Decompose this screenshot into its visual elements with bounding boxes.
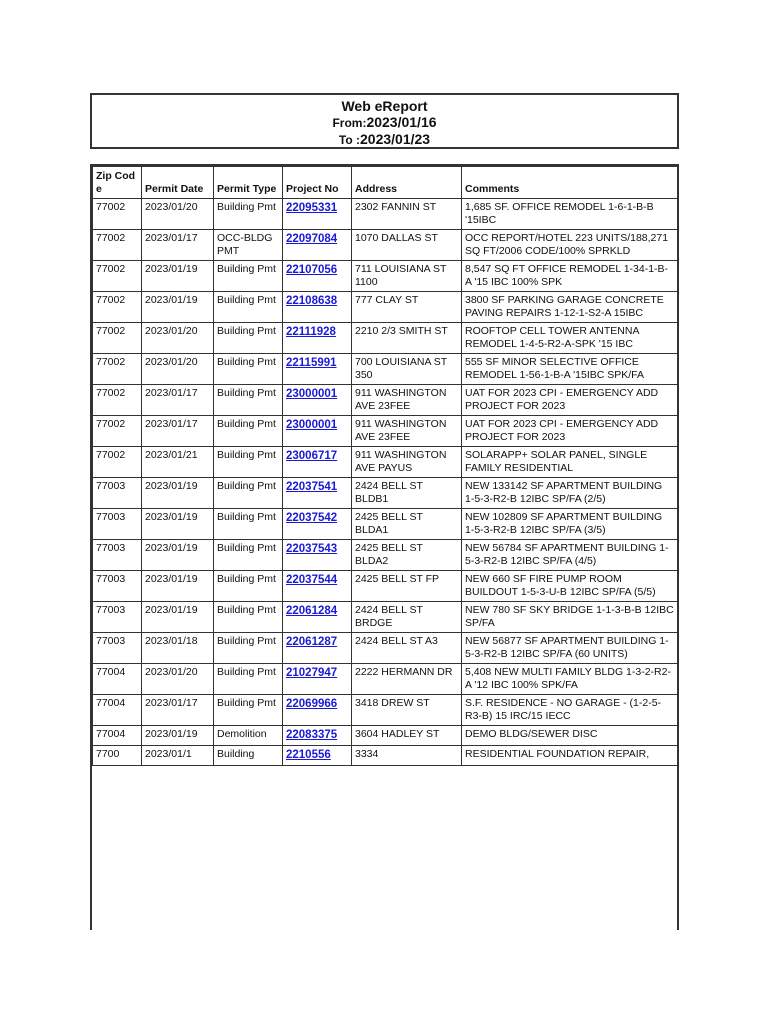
zip-cell: 77003: [93, 540, 142, 571]
zip-cell: 77003: [93, 509, 142, 540]
type-cell: OCC-BLDG PMT: [214, 230, 283, 261]
type-cell: Building Pmt: [214, 509, 283, 540]
address-cell: 2424 BELL ST BLDB1: [352, 478, 462, 509]
type-cell: Building Pmt: [214, 695, 283, 726]
address-cell: 2425 BELL ST FP: [352, 571, 462, 602]
zip-cell: 77003: [93, 633, 142, 664]
comments-cell: OCC REPORT/HOTEL 223 UNITS/188,271 SQ FT/2006 CODE/100% SPRKLD: [462, 230, 678, 261]
project-cell: [283, 478, 352, 509]
type-cell: Building Pmt: [214, 385, 283, 416]
zip-cell: 77002: [93, 230, 142, 261]
table-row: [93, 509, 678, 540]
project-cell: [283, 602, 352, 633]
zip-cell: 77002: [93, 292, 142, 323]
project-cell: [283, 540, 352, 571]
project-link[interactable]: 22115991: [286, 357, 337, 369]
address-cell: 777 CLAY ST: [352, 292, 462, 323]
type-cell: Building: [214, 746, 283, 766]
table-row: [93, 695, 678, 726]
col-type: Permit Type: [214, 167, 283, 199]
project-link[interactable]: 22097084: [286, 233, 338, 245]
date-cell: 2023/01/17: [142, 385, 214, 416]
zip-cell: 77004: [93, 726, 142, 746]
table-row: [93, 571, 678, 602]
zip-cell: 77004: [93, 695, 142, 726]
comments-cell: NEW 133142 SF APARTMENT BUILDING 1-5-3-R2-B 12IBC SP/FA (2/5): [462, 478, 678, 509]
address-cell: 3604 HADLEY ST: [352, 726, 462, 746]
project-link[interactable]: 22037543: [286, 543, 338, 555]
date-cell: 2023/01/19: [142, 540, 214, 571]
report-title: Web eReport: [341, 98, 428, 114]
project-link[interactable]: 23000001: [286, 419, 338, 431]
project-link[interactable]: 22037541: [286, 481, 338, 493]
permit-table-container: [90, 164, 679, 930]
address-cell: 2424 BELL ST A3: [352, 633, 462, 664]
project-cell: [283, 695, 352, 726]
zip-cell: 77002: [93, 323, 142, 354]
address-cell: 2424 BELL ST BRDGE: [352, 602, 462, 633]
comments-cell: UAT FOR 2023 CPI - EMERGENCY ADD PROJECT FOR 2023: [462, 385, 678, 416]
address-cell: 711 LOUISIANA ST 1100: [352, 261, 462, 292]
project-link[interactable]: 22037544: [286, 574, 338, 586]
type-cell: Building Pmt: [214, 199, 283, 230]
type-cell: Building Pmt: [214, 571, 283, 602]
zip-cell: 77003: [93, 602, 142, 633]
comments-cell: S.F. RESIDENCE - NO GARAGE - (1-2-5-R3-B) 15 IRC/15 IECC: [462, 695, 678, 726]
type-cell: Building Pmt: [214, 292, 283, 323]
table-row: [93, 447, 678, 478]
project-link[interactable]: 23000001: [286, 388, 338, 400]
date-cell: 2023/01/19: [142, 509, 214, 540]
project-link[interactable]: 22107056: [286, 264, 338, 276]
report-header: [90, 93, 679, 149]
comments-cell: SOLARAPP+ SOLAR PANEL, SINGLE FAMILY RESIDENTIAL: [462, 447, 678, 478]
date-cell: 2023/01/19: [142, 261, 214, 292]
project-link[interactable]: 22061284: [286, 605, 338, 617]
project-cell: [283, 726, 352, 746]
table-row: [93, 746, 678, 766]
type-cell: Building Pmt: [214, 447, 283, 478]
date-cell: 2023/01/17: [142, 416, 214, 447]
project-cell: [283, 416, 352, 447]
address-cell: 2302 FANNIN ST: [352, 199, 462, 230]
date-from: From:2023/01/16: [332, 114, 437, 130]
date-cell: 2023/01/21: [142, 447, 214, 478]
zip-cell: 77003: [93, 478, 142, 509]
project-cell: [283, 354, 352, 385]
zip-cell: 77002: [93, 199, 142, 230]
comments-cell: NEW 56877 SF APARTMENT BUILDING 1-5-3-R2-B 12IBC SP/FA (60 UNITS): [462, 633, 678, 664]
date-cell: 2023/01/17: [142, 695, 214, 726]
project-link[interactable]: 22108638: [286, 295, 338, 307]
zip-cell: 7700: [93, 746, 142, 766]
zip-cell: 77002: [93, 354, 142, 385]
type-cell: Building Pmt: [214, 354, 283, 385]
permit-table: [92, 166, 678, 766]
project-link[interactable]: 22083375: [286, 729, 338, 741]
table-row: [93, 199, 678, 230]
project-cell: [283, 199, 352, 230]
table-header-row: [93, 167, 678, 199]
address-cell: 2222 HERMANN DR: [352, 664, 462, 695]
address-cell: 911 WASHINGTON AVE 23FEE: [352, 416, 462, 447]
project-link[interactable]: 2210556: [286, 749, 331, 761]
project-cell: [283, 571, 352, 602]
type-cell: Building Pmt: [214, 633, 283, 664]
comments-cell: 3800 SF PARKING GARAGE CONCRETE PAVING REPAIRS 1-12-1-S2-A 15IBC: [462, 292, 678, 323]
table-row: [93, 602, 678, 633]
date-cell: 2023/01/20: [142, 199, 214, 230]
col-project: Project No: [283, 167, 352, 199]
project-link[interactable]: 22037542: [286, 512, 338, 524]
table-row: [93, 664, 678, 695]
table-row: [93, 726, 678, 746]
comments-cell: NEW 56784 SF APARTMENT BUILDING 1-5-3-R2-B 12IBC SP/FA (4/5): [462, 540, 678, 571]
table-row: [93, 292, 678, 323]
date-cell: 2023/01/20: [142, 354, 214, 385]
address-cell: 3418 DREW ST: [352, 695, 462, 726]
type-cell: Building Pmt: [214, 323, 283, 354]
type-cell: Demolition: [214, 726, 283, 746]
date-to: To :2023/01/23: [338, 131, 431, 147]
col-zip: Zip Code: [93, 167, 142, 199]
table-row: [93, 633, 678, 664]
type-cell: Building Pmt: [214, 602, 283, 633]
date-cell: 2023/01/19: [142, 602, 214, 633]
address-cell: 911 WASHINGTON AVE PAYUS: [352, 447, 462, 478]
table-row: [93, 323, 678, 354]
address-cell: 2425 BELL ST BLDA2: [352, 540, 462, 571]
project-cell: [283, 292, 352, 323]
comments-cell: RESIDENTIAL FOUNDATION REPAIR,: [462, 746, 678, 766]
project-cell: [283, 664, 352, 695]
project-cell: [283, 447, 352, 478]
table-row: [93, 540, 678, 571]
table-row: [93, 230, 678, 261]
comments-cell: NEW 660 SF FIRE PUMP ROOM BUILDOUT 1-5-3-U-B 12IBC SP/FA (5/5): [462, 571, 678, 602]
address-cell: 911 WASHINGTON AVE 23FEE: [352, 385, 462, 416]
address-cell: 700 LOUISIANA ST 350: [352, 354, 462, 385]
project-cell: [283, 509, 352, 540]
date-cell: 2023/01/20: [142, 323, 214, 354]
project-link[interactable]: 22069966: [286, 698, 338, 710]
type-cell: Building Pmt: [214, 416, 283, 447]
date-cell: 2023/01/19: [142, 478, 214, 509]
project-cell: [283, 385, 352, 416]
comments-cell: 8,547 SQ FT OFFICE REMODEL 1-34-1-B-A '15 IBC 100% SPK: [462, 261, 678, 292]
type-cell: Building Pmt: [214, 540, 283, 571]
project-cell: [283, 261, 352, 292]
zip-cell: 77003: [93, 571, 142, 602]
table-row: [93, 261, 678, 292]
type-cell: Building Pmt: [214, 261, 283, 292]
table-row: [93, 478, 678, 509]
address-cell: 1070 DALLAS ST: [352, 230, 462, 261]
address-cell: 2210 2/3 SMITH ST: [352, 323, 462, 354]
date-cell: 2023/01/19: [142, 292, 214, 323]
comments-cell: 1,685 SF. OFFICE REMODEL 1-6-1-B-B '15IBC: [462, 199, 678, 230]
table-row: [93, 354, 678, 385]
project-link[interactable]: 22095331: [286, 202, 338, 214]
type-cell: Building Pmt: [214, 664, 283, 695]
comments-cell: DEMO BLDG/SEWER DISC: [462, 726, 678, 746]
date-cell: 2023/01/18: [142, 633, 214, 664]
col-comments: Comments: [462, 167, 678, 199]
project-cell: [283, 633, 352, 664]
comments-cell: NEW 102809 SF APARTMENT BUILDING 1-5-3-R2-B 12IBC SP/FA (3/5): [462, 509, 678, 540]
date-cell: 2023/01/19: [142, 726, 214, 746]
date-cell: 2023/01/17: [142, 230, 214, 261]
comments-cell: UAT FOR 2023 CPI - EMERGENCY ADD PROJECT FOR 2023: [462, 416, 678, 447]
project-link[interactable]: 22111928: [286, 326, 336, 338]
project-link[interactable]: 23006717: [286, 450, 338, 462]
zip-cell: 77002: [93, 447, 142, 478]
table-row: [93, 416, 678, 447]
table-row: [93, 385, 678, 416]
comments-cell: ROOFTOP CELL TOWER ANTENNA REMODEL 1-4-5-R2-A-SPK '15 IBC: [462, 323, 678, 354]
date-cell: 2023/01/20: [142, 664, 214, 695]
zip-cell: 77002: [93, 385, 142, 416]
comments-cell: 5,408 NEW MULTI FAMILY BLDG 1-3-2-R2-A '12 IBC 100% SPK/FA: [462, 664, 678, 695]
col-date: Permit Date: [142, 167, 214, 199]
address-cell: 2425 BELL ST BLDA1: [352, 509, 462, 540]
type-cell: Building Pmt: [214, 478, 283, 509]
zip-cell: 77002: [93, 261, 142, 292]
address-cell: 3334: [352, 746, 462, 766]
comments-cell: NEW 780 SF SKY BRIDGE 1-1-3-B-B 12IBC SP/FA: [462, 602, 678, 633]
project-cell: [283, 230, 352, 261]
comments-cell: 555 SF MINOR SELECTIVE OFFICE REMODEL 1-56-1-B-A '15IBC SPK/FA: [462, 354, 678, 385]
project-cell: [283, 746, 352, 766]
project-link[interactable]: 21027947: [286, 667, 338, 679]
zip-cell: 77004: [93, 664, 142, 695]
zip-cell: 77002: [93, 416, 142, 447]
date-cell: 2023/01/19: [142, 571, 214, 602]
project-link[interactable]: 22061287: [286, 636, 338, 648]
project-cell: [283, 323, 352, 354]
date-cell: 2023/01/1: [142, 746, 214, 766]
col-address: Address: [352, 167, 462, 199]
